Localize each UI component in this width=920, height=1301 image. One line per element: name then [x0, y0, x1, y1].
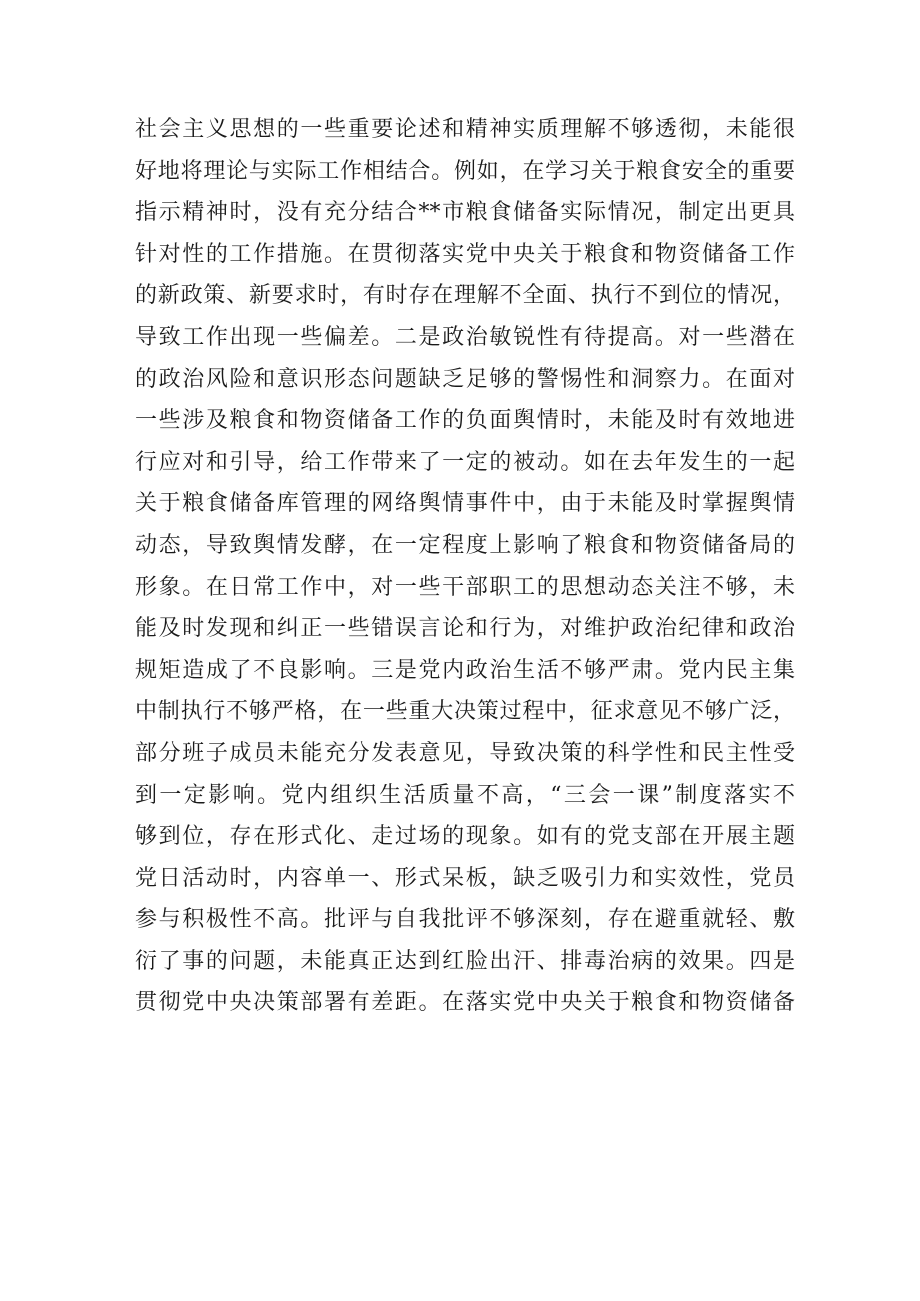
text-line: 一些涉及粮食和物资储备工作的负面舆情时，未能及时有效地进: [135, 408, 795, 434]
text-line: 行应对和引导，给工作带来了一定的被动。如在去年发生的一起: [135, 449, 795, 475]
text-line: 规矩造成了不良影响。三是党内政治生活不够严肃。党内民主集: [135, 657, 795, 683]
text-line: 指示精神时，没有充分结合**市粮食储备实际情况，制定出更具: [135, 200, 795, 226]
text-line: 导致工作出现一些偏差。二是政治敏锐性有待提高。对一些潜在: [135, 324, 795, 350]
text-line: 中制执行不够严格，在一些重大决策过程中，征求意见不够广泛，: [135, 699, 795, 725]
text-line: 针对性的工作措施。在贯彻落实党中央关于粮食和物资储备工作: [135, 241, 795, 267]
text-line: 动态，导致舆情发酵，在一定程度上影响了粮食和物资储备局的: [135, 532, 795, 558]
body-text: [135, 109, 795, 1024]
text-line: 参与积极性不高。批评与自我批评不够深刻，存在避重就轻、敷: [135, 907, 795, 933]
text-line: 贯彻党中央决策部署有差距。在落实党中央关于粮食和物资储备: [135, 990, 795, 1016]
text-line: 够到位，存在形式化、走过场的现象。如有的党支部在开展主题: [135, 824, 795, 850]
text-line: 到一定影响。党内组织生活质量不高，“三会一课”制度落实不: [135, 782, 795, 808]
text-line: 形象。在日常工作中，对一些干部职工的思想动态关注不够，未: [135, 574, 795, 600]
text-line: 好地将理论与实际工作相结合。例如，在学习关于粮食安全的重要: [135, 158, 795, 184]
text-line: 的新政策、新要求时，有时存在理解不全面、执行不到位的情况，: [135, 283, 795, 309]
text-line: 的政治风险和意识形态问题缺乏足够的警惕性和洞察力。在面对: [135, 366, 795, 392]
text-line: 能及时发现和纠正一些错误言论和行为，对维护政治纪律和政治: [135, 616, 795, 642]
text-line: 部分班子成员未能充分发表意见，导致决策的科学性和民主性受: [135, 740, 795, 766]
text-line: 关于粮食储备库管理的网络舆情事件中，由于未能及时掌握舆情: [135, 491, 795, 517]
text-line: 衍了事的问题，未能真正达到红脸出汗、排毒治病的效果。四是: [135, 948, 795, 974]
text-line: 党日活动时，内容单一、形式呆板，缺乏吸引力和实效性，党员: [135, 865, 795, 891]
text-line: 社会主义思想的一些重要论述和精神实质理解不够透彻，未能很: [135, 117, 795, 142]
